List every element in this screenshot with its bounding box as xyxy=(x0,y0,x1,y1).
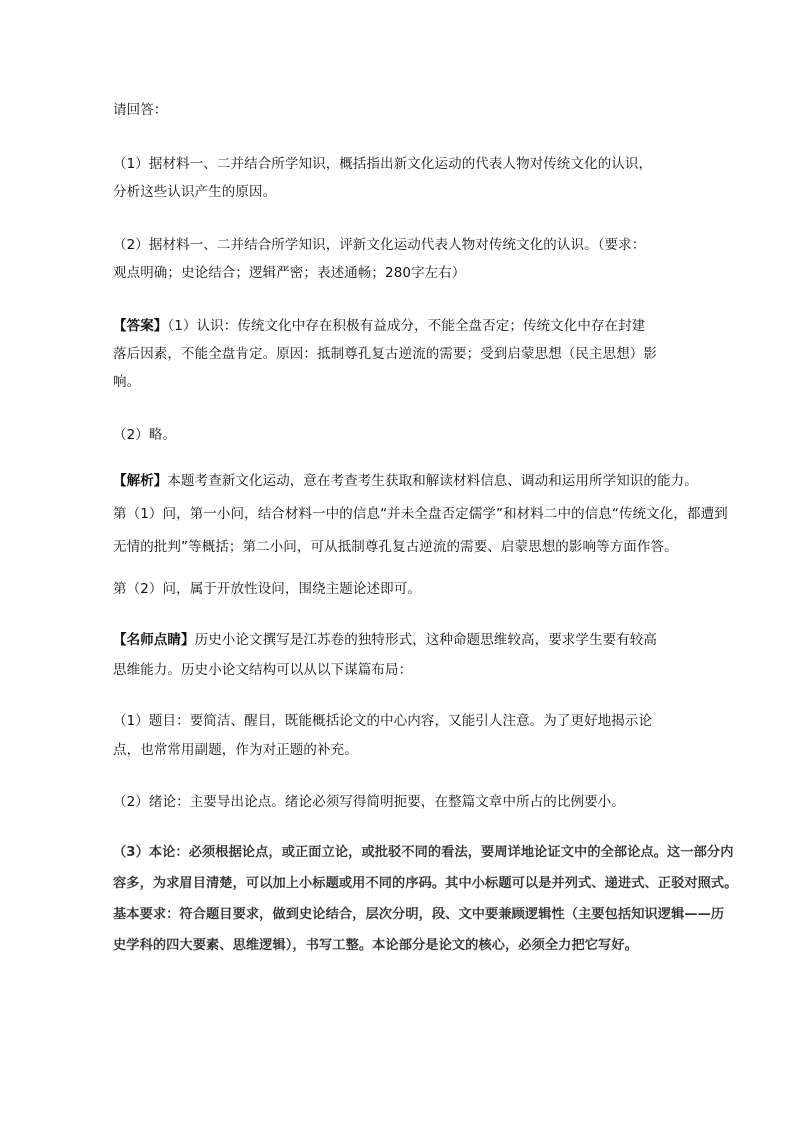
tips-point-3-line-2: 容多，为求眉目清楚，可以加上小标题或用不同的序码。其中小标题可以是并列式、递进式、正驳对照式。 xyxy=(113,876,738,891)
tips-point-2-line-1: （2）绪论：主要导出论点。绪论必须写得简明扼要，在整篇文章中所占的比例要小。 xyxy=(113,794,625,810)
analysis-line-1 xyxy=(113,471,698,491)
answer-tag: 【答案】 xyxy=(113,318,168,334)
analysis-line-1-text: 本题考查新文化运动，意在考查考生获取和解读材料信息、调动和运用所学知识的能力。 xyxy=(167,473,698,489)
analysis-tag: 【解析】 xyxy=(113,473,168,489)
tips-point-3-line-4: 史学科的四大要素、思维逻辑），书写工整。本论部分是论文的核心，必须全力把它写好。 xyxy=(113,938,638,953)
tips-point-3-line-3: 基本要求：符合题目要求，做到史论结合，层次分明，段、文中要兼顾逻辑性（主要包括知识逻辑——历 xyxy=(113,907,725,922)
intro-line: 请回答： xyxy=(113,102,168,118)
tips-tag: 【名师点睛】 xyxy=(113,632,195,648)
answer-line-1 xyxy=(113,316,645,336)
answer-line-1-text: （1）认识：传统文化中存在积极有益成分，不能全盘否定；传统文化中存在封建 xyxy=(167,318,646,334)
answer-line-4: （2）略。 xyxy=(113,427,177,443)
question-2-line-2: 观点明确；史论结合；逻辑严密；表述通畅；280字左右） xyxy=(113,265,466,281)
tips-line-2: 思维能力。历史小论文结构可以从以下谋篇布局： xyxy=(113,662,413,678)
analysis-line-4: 第（2）问，属于开放性设问，围绕主题论述即可。 xyxy=(113,581,421,597)
tips-line-1 xyxy=(113,630,657,650)
question-1-line-2: 分析这些认识产生的原因。 xyxy=(113,184,277,200)
tips-point-1-line-1: （1）题目：要简洁、醒目，既能概括论文的中心内容，又能引人注意。为了更好地揭示论 xyxy=(113,713,653,729)
tips-point-3-line-1: （3）本论：必须根据论点，或正面立论，或批驳不同的看法，要周详地论证文中的全部论点。这一部分内 xyxy=(113,845,734,860)
tips-point-1-line-2: 点，也常常用副题，作为对正题的补充。 xyxy=(113,742,358,758)
answer-line-2: 落后因素，不能全盘肯定。原因：抵制尊孔复古逆流的需要；受到启蒙思想（民主思想）影 xyxy=(113,346,657,362)
question-1-line-1: （1）据材料一、二并结合所学知识，概括指出新文化运动的代表人物对传统文化的认识， xyxy=(113,156,653,172)
analysis-line-2: 第（1）问，第一小问，结合材料一中的信息“并未全盘否定儒学”和材料二中的信息“传统文化，都遭到 xyxy=(113,506,728,522)
answer-line-3: 响。 xyxy=(113,374,141,390)
analysis-line-3: 无情的批判”等概括；第二小问，可从抵制尊孔复古逆流的需要、启蒙思想的影响等方面作答。 xyxy=(113,539,678,555)
question-2-line-1: （2）据材料一、二并结合所学知识，评新文化运动代表人物对传统文化的认识。（要求： xyxy=(113,237,646,253)
tips-line-1-text: 历史小论文撰写是江苏卷的独特形式，这种命题思维较高，要求学生要有较高 xyxy=(194,632,658,648)
